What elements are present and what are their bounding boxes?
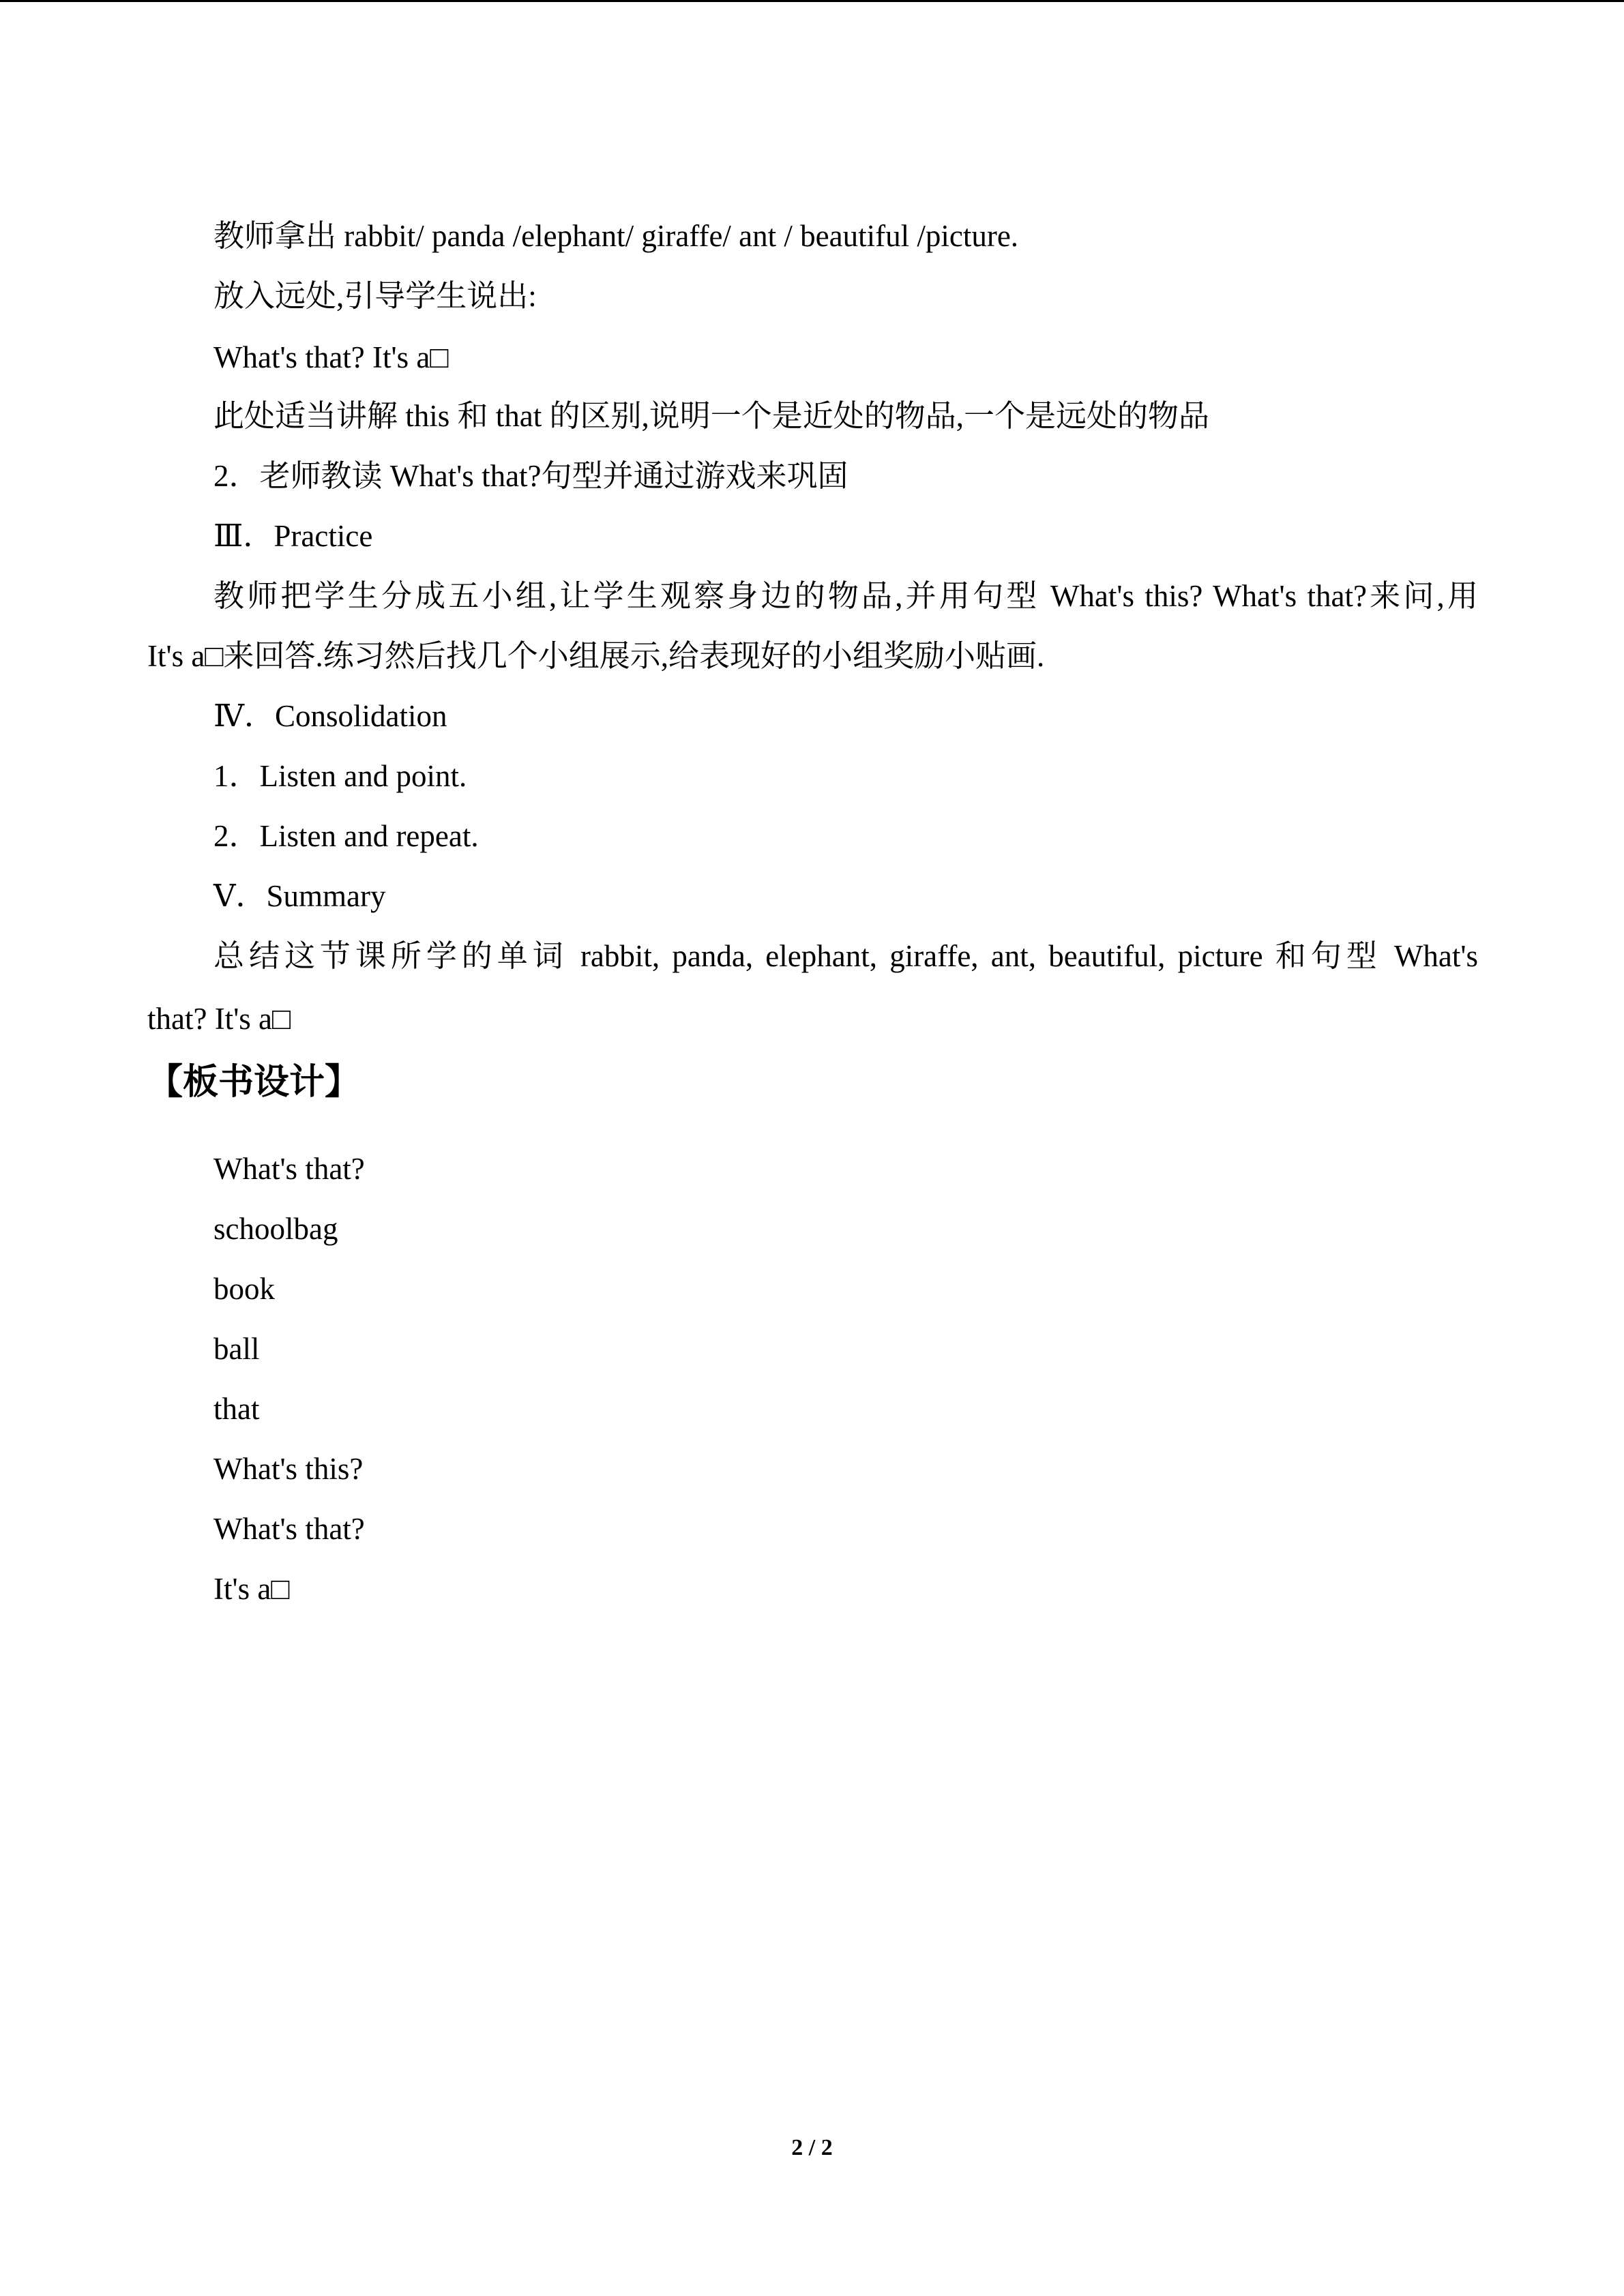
practice-paragraph-line-1: 教师把学生分成五小组,让学生观察身边的物品,并用句型 What's this? What's that?来问,用 [213,579,1478,613]
section-heading-consolidation: Ⅳ．Consolidation [213,699,447,733]
body-line-explanation: 此处适当讲解 this 和 that 的区别,说明一个是近处的物品,一个是远处的物品 [213,399,1209,433]
board-line: What's this? [213,1452,364,1486]
consolidation-step-2: 2．Listen and repeat. [213,819,479,853]
board-line: It's a□ [213,1572,290,1606]
board-line: What's that? [213,1152,365,1186]
page-number: 2 / 2 [791,2135,833,2160]
board-line: schoolbag [213,1212,338,1246]
body-line-instruction: 放入远处,引导学生说出: [213,279,537,313]
consolidation-step-1: 1．Listen and point. [213,759,467,793]
body-line-materials: 教师拿出 rabbit/ panda /elephant/ giraffe/ ant / beautiful /picture. [213,219,1019,253]
section-heading-practice: Ⅲ．Practice [213,519,373,553]
practice-paragraph-line-2: It's a□来回答.练习然后找几个小组展示,给表现好的小组奖励小贴画. [147,639,1045,673]
summary-paragraph-line-2: that? It's a□ [147,1002,291,1036]
summary-paragraph-line-1: 总结这节课所学的单词 rabbit, panda, elephant, giraffe, ant, beautiful, picture 和句型 What's [213,939,1478,973]
board-line: book [213,1272,275,1306]
board-line: that [213,1392,260,1426]
section-heading-summary: Ⅴ．Summary [213,879,386,913]
body-line-step-2: 2．老师教读 What's that?句型并通过游戏来巩固 [213,459,848,493]
board-line: What's that? [213,1512,365,1546]
board-design-heading: 【板书设计】 [147,1062,361,1103]
board-line: ball [213,1332,260,1366]
body-line-example: What's that? It's a□ [213,340,449,374]
